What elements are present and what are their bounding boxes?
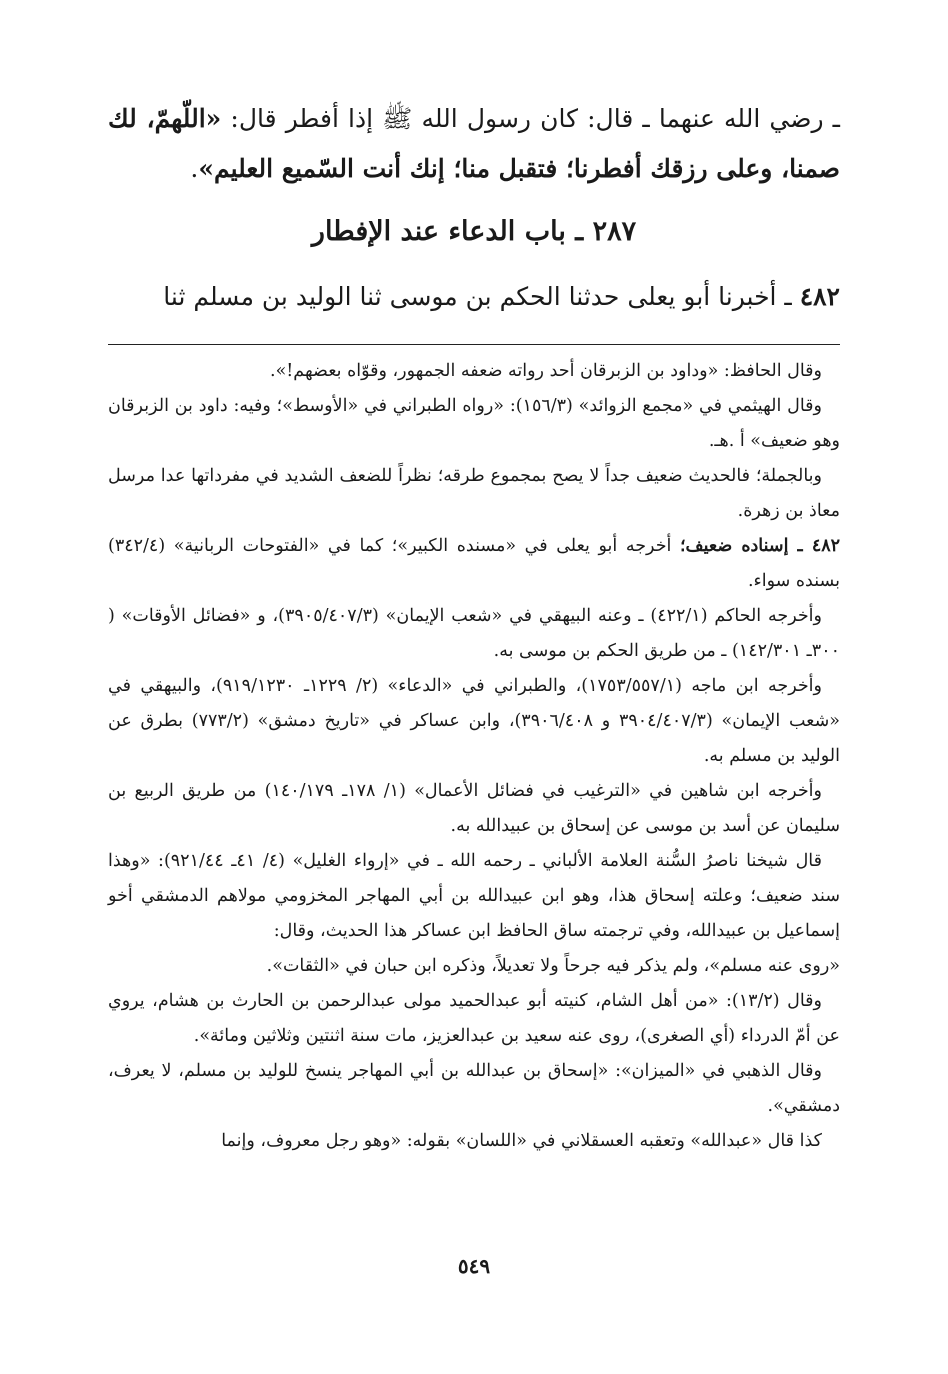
footnote-paragraph: وقال الحافظ: «وداود بن الزبرقان أحد رواته ضعفه الجمهور، وقوّاه بعضهم!». [270,361,822,381]
hadith-number: ٤٨٢ [799,282,840,311]
page-number: ٥٤٩ [457,1254,491,1278]
main-text [108,94,840,194]
hadith-text [108,272,840,322]
footnote-paragraph: وأخرجه الحاكم (٤٢٢/١) ـ وعنه البيهقي في «شعب الإيمان» (٣٩٠٥/٤٠٧/٣)، و «فضائل الأوقات» ( ٣٠٠ـ ١٤٢/٣٠١) ـ من طريق الحكم بن موسى به. [108,606,840,661]
footnote-paragraph: كذا قال «عبدالله» وتعقبه العسقلاني في «اللسان» بقوله: «وهو رجل معروف، وإنما [221,1131,822,1151]
footnote-divider [108,344,840,345]
footnote-paragraph: وأخرجه ابن شاهين في «الترغيب في فضائل الأعمال» (١/ ١٧٨ـ ١٤٠/١٧٩) من طريق الربيع بن سليمان عن أسد بن موسى عن إسحاق بن عبيدالله به. [108,781,840,836]
hadith-chain: ـ أخبرنا أبو يعلى حدثنا الحكم بن موسى ثنا الوليد بن مسلم ثنا [163,282,800,311]
chapter-heading: ٢٨٧ ـ باب الدعاء عند الإفطار [311,216,637,247]
footnotes [108,354,840,1159]
footnote-hadith-number: ٤٨٢ ـ إسناده ضعيف؛ [679,536,841,556]
footnote-text: أخرجه أبو يعلى في «مسنده الكبير»؛ كما في «الفتوحات الربانية» (٣٤٢/٤) بسنده سواء. [108,536,840,591]
footnote-paragraph: وقال الهيثمي في «مجمع الزوائد» (١٥٦/٣): «رواه الطبراني في «الأوسط»؛ وفيه: داود بن الزبرقان وهو ضعيف» أ .هـ. [108,396,840,451]
footnote-paragraph: قال شيخنا ناصرُ السُّنة العلامة الألباني ـ رحمه الله ـ في «إرواء الغليل» (٤/ ٤١ـ ٩٢١/٤٤): «وهذا سند ضعيف؛ وعلته إسحاق هذا، وهو ابن عبيدالله بن أبي المهاجر المخزومي مولاهم الدمشقي أخو إسماعيل بن عبيدالله، وفي ترجمته ساق الحافظ ابن عساكر هذا الحديث، وقال: [108,851,840,941]
footnote-paragraph: وأخرجه ابن ماجه (١٧٥٣/٥٥٧/١)، والطبراني في «الدعاء» (٢/ ١٢٢٩ـ ٩١٩/١٢٣٠)، والبيهقي في «شعب الإيمان» (٣٩٠٤/٤٠٧/٣ و ٣٩٠٦/٤٠٨)، وابن عساكر في «تاريخ دمشق» (٧٧٣/٢) بطرق عن الوليد بن مسلم به. [108,676,840,766]
footnote-paragraph: وبالجملة؛ فالحديث ضعيف جداً لا يصح بمجموع طرقه؛ نظراً للضعف الشديد في مفرداتها عدا مرسل معاذ بن زهرة. [108,466,840,521]
main-text-line: ـ رضي الله عنهما ـ قال: كان رسول الله ﷺ إذا أفطر قال: [221,104,840,133]
footnote-paragraph [108,529,840,599]
footnote-paragraph: وقال (١٣/٢): «من أهل الشام، كنيته أبو عبدالحميد مولى عبدالرحمن بن الحارث بن هشام، يروي عن أمّ الدرداء (أي الصغرى)، روى عنه سعيد بن عبدالعزيز، مات سنة اثنتين وثلاثين ومائة». [108,991,840,1046]
footnote-paragraph: «روى عنه مسلم»، ولم يذكر فيه جرحاً ولا تعديلاً، وذكره ابن حبان في «الثقات». [266,956,840,976]
footnote-paragraph: وقال الذهبي في «الميزان»: «إسحاق بن عبدالله بن أبي المهاجر ينسخ للوليد بن مسلم، لا يعرف، دمشقي». [108,1061,840,1116]
main-text-end: . [190,154,199,183]
dua-quote: «اللّهمّ، لك صمنا، وعلى رزقك أفطرنا؛ فتقبل منا؛ إنك أنت السّميع العليم» [108,104,840,183]
